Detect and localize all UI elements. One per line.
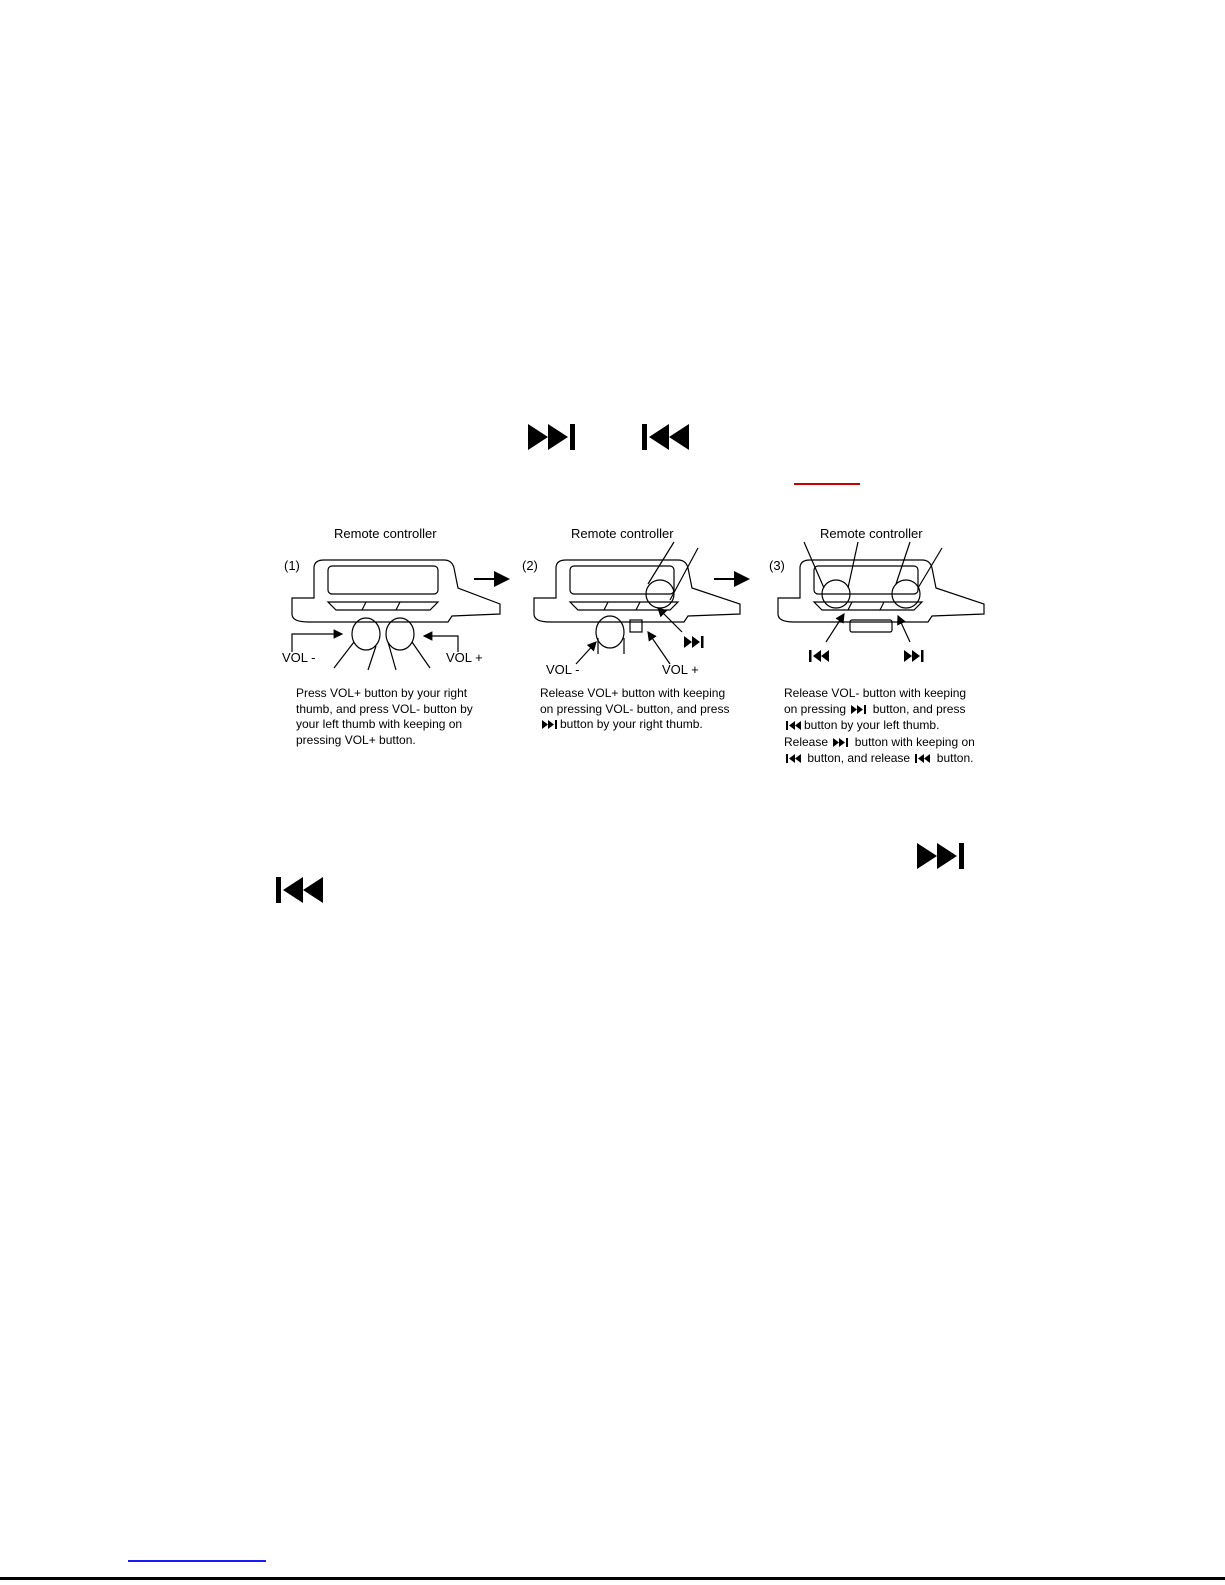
panel-2-vol-minus-label: VOL - (546, 662, 580, 677)
previous-track-icon (276, 877, 326, 903)
panel-3-caption: Release VOL- button with keeping on pressing button, and press button by your left thumb. Release button with keeping on button, and release button. (784, 686, 990, 768)
panel-2-caption: Release VOL+ button with keeping on pressing VOL- button, and press button by your right thumb. (540, 686, 760, 734)
panel-1-vol-minus-label: VOL - (282, 650, 316, 665)
previous-track-icon (786, 719, 802, 735)
panel-2-title: Remote controller (571, 526, 674, 541)
step-3-number: (3) (769, 558, 785, 573)
step-2-number: (2) (522, 558, 538, 573)
next-track-icon (917, 843, 967, 869)
next-track-icon (851, 703, 867, 719)
panel-3-title: Remote controller (820, 526, 923, 541)
footer-link-underline (128, 1560, 266, 1562)
panel-1-vol-plus-label: VOL + (446, 650, 483, 665)
step-1-number: (1) (284, 558, 300, 573)
panel-1-caption: Press VOL+ button by your right thumb, and press VOL- button by your left thumb with keeping on pressing VOL+ button. (296, 686, 473, 747)
previous-track-icon (915, 752, 931, 768)
next-track-icon (528, 424, 578, 450)
previous-track-icon (642, 424, 692, 450)
panel-2-vol-plus-label: VOL + (662, 662, 699, 677)
next-track-icon (833, 736, 849, 752)
remote-controller-figure (278, 518, 990, 768)
hyperlink-underline (794, 483, 860, 485)
previous-track-icon (786, 752, 802, 768)
panel-1-title: Remote controller (334, 526, 437, 541)
next-track-icon (542, 718, 558, 734)
page-bottom-rule (0, 1577, 1225, 1580)
